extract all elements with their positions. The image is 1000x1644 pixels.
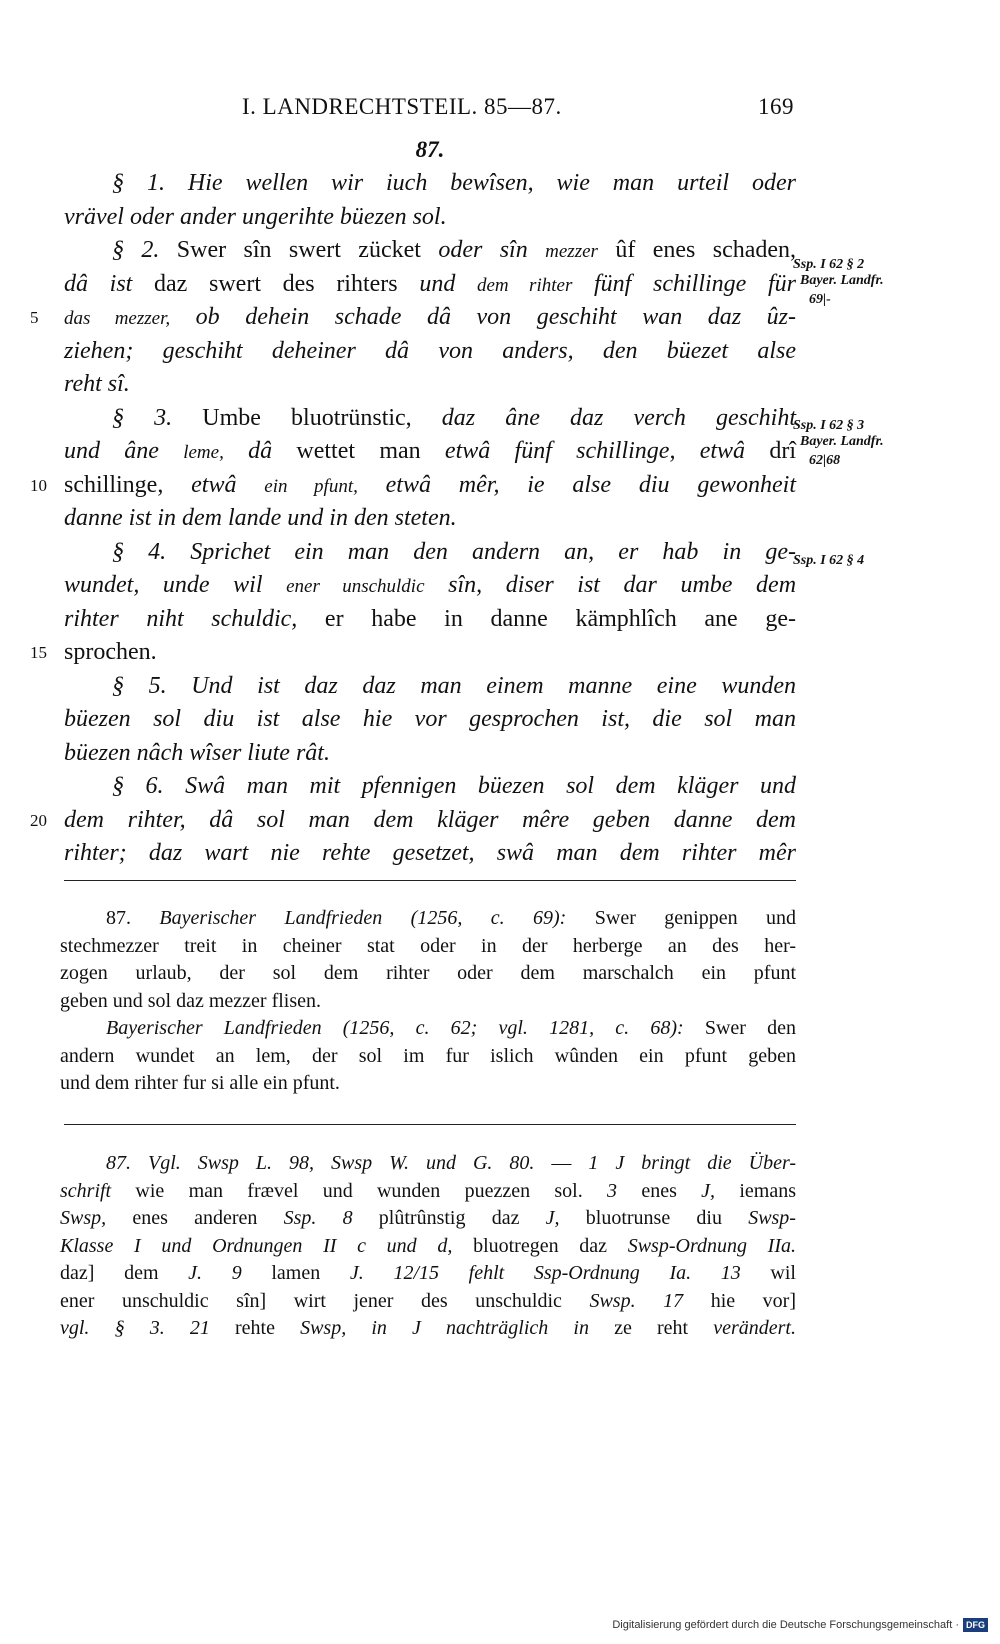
text-line: § 1. Hie wellen wir iuch bewîsen, wie man urteil oder: [112, 170, 796, 196]
line-number: 10: [30, 475, 47, 495]
margin-note: Ssp. I 62 § 3: [793, 418, 865, 433]
margin-note: Ssp. I 62 § 4: [793, 553, 865, 568]
main-text-lines: [30, 167, 797, 871]
text-line: und dem rihter fur si alle ein pfunt.: [60, 1072, 340, 1094]
text-line: wundet, unde wil ener unschuldic sîn, diser ist dar umbe dem: [64, 572, 797, 598]
margin-note: Bayer. Landfr.: [800, 273, 884, 288]
text-line: geben und sol daz mezzer flisen.: [60, 989, 322, 1012]
text-line: § 3. Umbe bluotrünstic, daz âne daz verch geschiht: [112, 404, 796, 431]
credit-text: Digitalisierung gefördert durch die Deutsche Forschungsgemeinschaft ·: [612, 1619, 959, 1631]
page-number: 169: [758, 94, 794, 119]
text-line: 10 schillinge, etwâ ein pfunt, etwâ mêr, ie alse diu gewonheit: [64, 469, 796, 503]
footnote-variants: [60, 1150, 796, 1343]
digitization-credit: [612, 1618, 988, 1632]
line-number: 5: [30, 308, 39, 327]
text-line: büezen sol diu ist alse hie vor gesprochen ist, die sol man: [64, 706, 796, 732]
header-title: I. LANDRECHTSTEIL. 85—87.: [242, 94, 562, 119]
line-number: 15: [30, 643, 47, 662]
text-line: § 5. Und ist daz daz man einem manne eine wunden: [112, 672, 796, 699]
text-line: danne ist in dem lande und in den steten.: [64, 505, 457, 531]
text-line: rihter; daz wart nie rehte gesetzet, swâ man dem rihter mêr: [64, 840, 796, 866]
dfg-logo: DFG: [963, 1618, 988, 1632]
divider-rule: [64, 880, 796, 881]
text-line: ziehen; geschiht deheiner dâ von anders, den büezet alse: [64, 337, 796, 364]
margin-note: Ssp. I 62 § 2: [793, 257, 865, 272]
margin-note: 62|68: [809, 453, 841, 468]
text-line: § 2. Swer sîn swert zücket oder sîn mezzer ûf enes schaden,: [112, 237, 797, 263]
text-line: dâ ist daz swert des rihters und dem rihter fünf schillinge für: [64, 270, 797, 297]
text-line: büezen nâch wîser liute rât.: [64, 739, 330, 766]
text-line: vgl. § 3. 21 rehte Swsp, in J nachträglich in ze reht verändert.: [60, 1317, 796, 1339]
text-line: ener unschuldic sîn] wirt jener des unschuldic Swsp. 17 hie vor]: [60, 1289, 797, 1312]
text-line: stechmezzer treit in cheiner stat oder in der herberge an des her-: [60, 934, 796, 957]
text-line: Bayerischer Landfrieden (1256, c. 62; vgl. 1281, c. 68): Swer den: [106, 1017, 797, 1039]
section-heading: 87.: [415, 137, 445, 162]
divider-rule: [64, 1124, 796, 1125]
text-line: 87. Vgl. Swsp L. 98, Swsp W. und G. 80. — 1 J bringt die Über-: [106, 1152, 796, 1174]
text-line: zogen urlaub, der sol dem rihter oder dem marschalch ein pfunt: [60, 962, 796, 984]
text-line: § 6. Swâ man mit pfennigen büezen sol dem kläger und: [112, 773, 796, 799]
text-line: 5 das mezzer, ob dehein schade dâ von geschiht wan daz ûz-: [64, 301, 796, 335]
text-line: 20 dem rihter, dâ sol man dem kläger mêre geben danne dem: [64, 804, 796, 838]
text-line: daz] dem J. 9 lamen J. 12/15 fehlt Ssp-Ordnung Ia. 13 wil: [60, 1262, 796, 1284]
text-line: 15 sprochen.: [64, 636, 796, 670]
text-line: und âne leme, dâ wettet man etwâ fünf schillinge, etwâ drî: [64, 438, 796, 464]
text-line: rihter niht schuldic, er habe in danne kämphlîch ane ge-: [64, 605, 796, 632]
text-line: 87. Bayerischer Landfrieden (1256, c. 69): Swer genippen und: [106, 907, 796, 929]
text-line: Klasse I und Ordnungen II c und d, bluotregen daz Swsp-Ordnung IIa.: [60, 1234, 796, 1257]
text-line: andern wundet an lem, der sol im fur islich wûnden ein pfunt geben: [60, 1044, 796, 1067]
text-line: reht sî.: [64, 371, 130, 397]
running-header: [242, 94, 794, 128]
text-line: Swsp, enes anderen Ssp. 8 plûtrûnstig daz J, bluotrunse diu Swsp-: [60, 1207, 796, 1229]
margin-note: Bayer. Landfr.: [800, 434, 884, 449]
footnote-sources: [60, 905, 796, 1098]
text-line: vrävel oder ander ungerihte büezen sol.: [64, 203, 447, 230]
text-line: § 4. Sprichet ein man den andern an, er hab in ge-: [112, 538, 796, 565]
line-number: 20: [30, 810, 47, 830]
margin-note: 69|-: [809, 292, 831, 307]
main-text: [30, 133, 797, 871]
text-line: schrift wie man frævel und wunden puezzen sol. 3 enes J, iemans: [60, 1179, 796, 1202]
